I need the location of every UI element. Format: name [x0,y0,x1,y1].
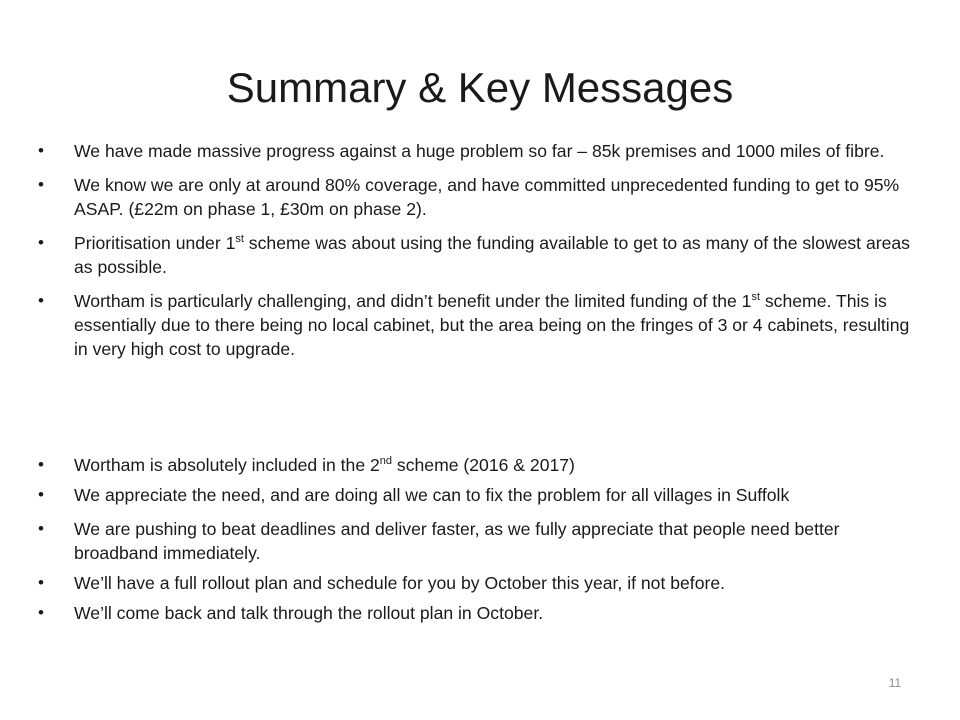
bullet-item [34,231,914,279]
slide-title: Summary & Key Messages [226,64,734,111]
superscript: nd [379,455,393,468]
bullet-text: Prioritisation under 1st scheme was about using the funding available to get to as many of the slowest areas as possible. [74,233,910,277]
bullet-icon: • [38,141,44,160]
bullet-item [34,453,914,477]
bullet-item [34,139,914,163]
bullet-text: We appreciate the need, and are doing all we can to fix the problem for all villages in Suffolk [74,485,790,505]
bullet-item [34,601,914,625]
bullet-icon: • [38,519,44,538]
bullet-icon: • [38,603,44,622]
bullet-icon: • [38,573,44,592]
page-number: 11 [888,676,902,690]
bullet-item [34,173,914,221]
bullet-text: We know we are only at around 80% coverage, and have committed unprecedented funding to get to 95% ASAP. (£22m on phase 1, £30m on phase 2). [74,175,900,219]
superscript: st [235,233,244,246]
bullet-icon: • [38,233,44,252]
bullet-text: Wortham is particularly challenging, and didn’t benefit under the limited funding of the 1st scheme. This is essentially due to there being no local cabinet, but the area being on the fringes of 3 or 4 cabinets, resulting in very high cost to upgrade. [74,291,910,359]
bullet-item [34,289,914,361]
bullet-text: Wortham is absolutely included in the 2nd scheme (2016 & 2017) [74,455,575,475]
bullet-icon: • [38,291,44,310]
bullet-list-top [34,139,914,361]
superscript: st [751,291,760,304]
bullet-icon: • [38,455,44,474]
bullet-icon: • [38,485,44,504]
bullet-icon: • [38,175,44,194]
bullet-list-bottom [34,453,914,625]
bullet-text: We’ll come back and talk through the rollout plan in October. [74,603,544,623]
bullet-text: We have made massive progress against a huge problem so far – 85k premises and 1000 miles of fibre. [74,141,885,161]
bullet-item [34,483,914,507]
bullet-text: We’ll have a full rollout plan and schedule for you by October this year, if not before. [74,573,726,593]
bullet-item [34,571,914,595]
bullet-text: We are pushing to beat deadlines and deliver faster, as we fully appreciate that people need better broadband immediately. [74,519,840,563]
bullet-item [34,517,914,565]
